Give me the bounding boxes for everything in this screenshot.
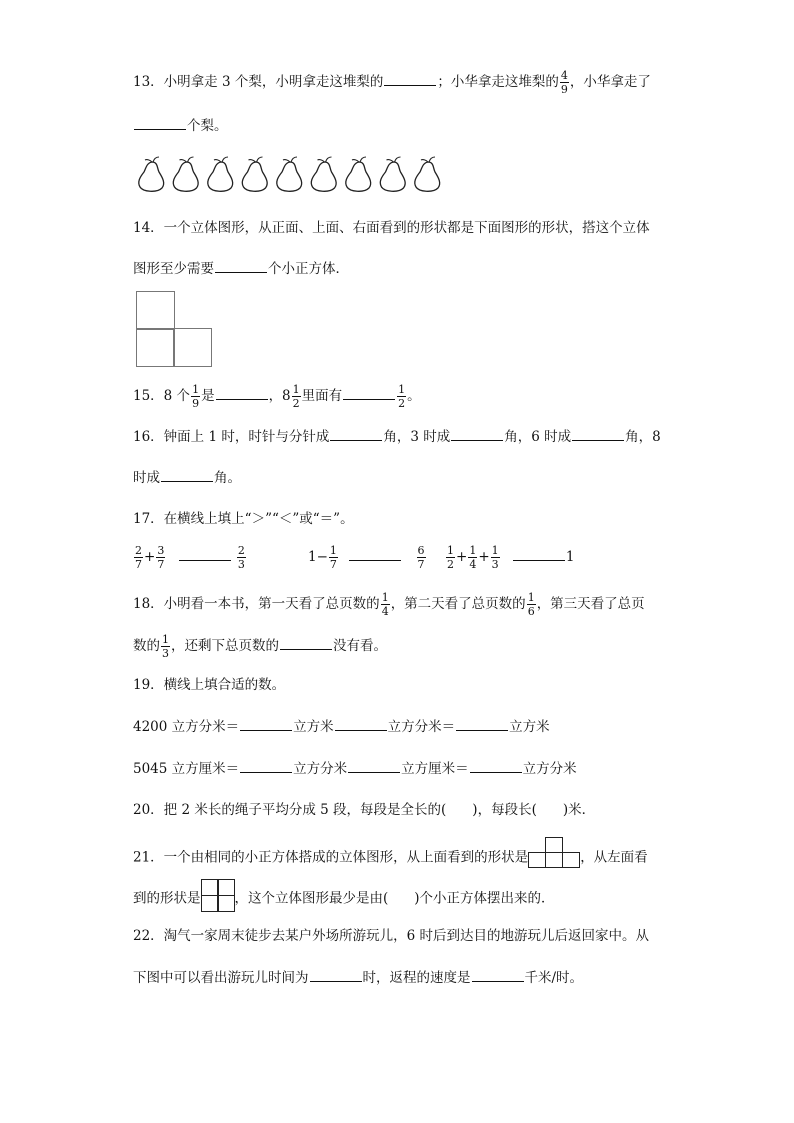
pear-icon — [415, 157, 440, 191]
question-13-line2: 个梨。 — [133, 115, 228, 136]
pear-icon — [208, 157, 233, 191]
answer-blank[interactable] — [335, 716, 387, 731]
answer-blank[interactable] — [280, 635, 332, 650]
square-grid-icon — [562, 852, 580, 868]
square-grid-icon — [528, 852, 546, 868]
pear-icon — [380, 157, 405, 191]
question-19-row1: 4200 立方分米＝ 立方米 立方分米＝ 立方米 — [133, 716, 550, 737]
question-15-line: 15．8 个 $\frac{1}{9}$ 是 ，8 $\frac{1}{2}$ 里面有 $\frac{1}{2}$ 。 — [133, 383, 421, 410]
question-14-line2: 图形至少需要 个小正方体． — [133, 258, 349, 279]
pear-row — [133, 154, 448, 194]
answer-blank[interactable] — [572, 426, 624, 441]
question-21-line2: 到的形状是 ，这个立体图形最少是由( )个小正方体摆出来的． — [133, 883, 555, 915]
square-grid-icon — [545, 852, 563, 868]
answer-blank[interactable] — [472, 967, 524, 982]
question-16-line1: 16．钟面上 1 时，时针与分针成 角，3 时成 角，6 时成 角，8 — [133, 426, 661, 447]
answer-blank[interactable] — [513, 546, 565, 561]
square-grid-icon — [217, 895, 235, 912]
question-17-title: 17．在横线上填上“＞”“＜”或“＝”。 — [133, 511, 354, 527]
question-22-line2: 下图中可以看出游玩儿时间为 时，返程的速度是 千米/时。 — [133, 967, 583, 988]
answer-blank[interactable] — [349, 546, 401, 561]
pear-icon — [277, 157, 302, 191]
pear-icon — [346, 157, 371, 191]
question-22-line1: 22．淘气一家周末徒步去某户外场所游玩儿，6 时后到达目的地游玩儿后返回家中。从 — [133, 928, 650, 944]
compare-expression-3: $\frac{1}{2}$ + $\frac{1}{4}$ + $\frac{1}{3}$ 1 — [447, 544, 575, 571]
pear-icon — [139, 157, 164, 191]
answer-blank[interactable] — [134, 115, 186, 130]
answer-blank[interactable] — [330, 426, 382, 441]
question-19-row2: 5045 立方厘米＝ 立方分米 立方厘米＝ 立方分米 — [133, 758, 577, 779]
compare-expression-1: $\frac{2}{7}$ + $\frac{3}{7}$ $\frac{2}{3}$ — [135, 544, 245, 571]
answer-blank[interactable] — [216, 385, 268, 400]
question-19-title: 19．横线上填合适的数。 — [133, 677, 286, 693]
pear-icon — [311, 157, 336, 191]
square-grid-icon — [136, 291, 175, 330]
question-18-line1: 18．小明看一本书，第一天看了总页数的 $\frac{1}{4}$ ，第二天看了总页数的 $\frac{1}{6}$ ，第三天看了总页 — [133, 591, 645, 618]
question-20-line: 20．把 2 米长的绳子平均分成 5 段，每段是全长的( )，每段长( )米． — [133, 802, 596, 818]
square-grid-icon — [217, 879, 235, 896]
fraction: $\frac{4}{9}$ — [560, 69, 568, 96]
answer-blank[interactable] — [179, 546, 231, 561]
fraction: $\frac{1}{2}$ — [398, 383, 406, 410]
pear-group — [133, 154, 448, 194]
answer-blank[interactable] — [310, 967, 362, 982]
answer-blank[interactable] — [240, 716, 292, 731]
pear-icon — [173, 157, 198, 191]
answer-blank[interactable] — [215, 258, 267, 273]
compare-expression-2: 1− $\frac{1}{7}$ $\frac{6}{7}$ — [308, 544, 425, 571]
question-18-line2: 数的 $\frac{1}{3}$ ，还剩下总页数的 没有看。 — [133, 633, 387, 660]
answer-blank[interactable] — [384, 71, 436, 86]
square-grid-icon — [136, 328, 175, 367]
l-shape-view-figure — [136, 291, 212, 367]
question-13-line1: 13．小明拿走 3 个梨，小明拿走这堆梨的 ；小华拿走这堆梨的 $\frac{4}{9}$ ，小华拿走了 — [133, 69, 651, 96]
answer-blank[interactable] — [240, 758, 292, 773]
pear-icon — [242, 157, 267, 191]
square-grid-icon — [173, 328, 212, 367]
top-view-figure — [528, 837, 580, 867]
left-view-figure — [201, 879, 235, 911]
question-16-line2: 时成 角。 — [133, 467, 241, 488]
fraction: $\frac{1}{9}$ — [192, 383, 200, 410]
answer-blank[interactable] — [456, 716, 508, 731]
answer-blank[interactable] — [161, 467, 213, 482]
answer-blank[interactable] — [348, 758, 400, 773]
question-14-line1: 14．一个立体图形，从正面、上面、右面看到的形状都是下面图形的形状，搭这个立体 — [133, 220, 650, 236]
answer-blank[interactable] — [451, 426, 503, 441]
answer-blank[interactable] — [343, 385, 395, 400]
fraction: $\frac{1}{2}$ — [292, 383, 300, 410]
answer-blank[interactable] — [470, 758, 522, 773]
question-21-line1: 21．一个由相同的小正方体搭成的立体图形，从上面看到的形状是 ，从左面看 — [133, 843, 648, 873]
square-grid-icon — [545, 837, 563, 853]
